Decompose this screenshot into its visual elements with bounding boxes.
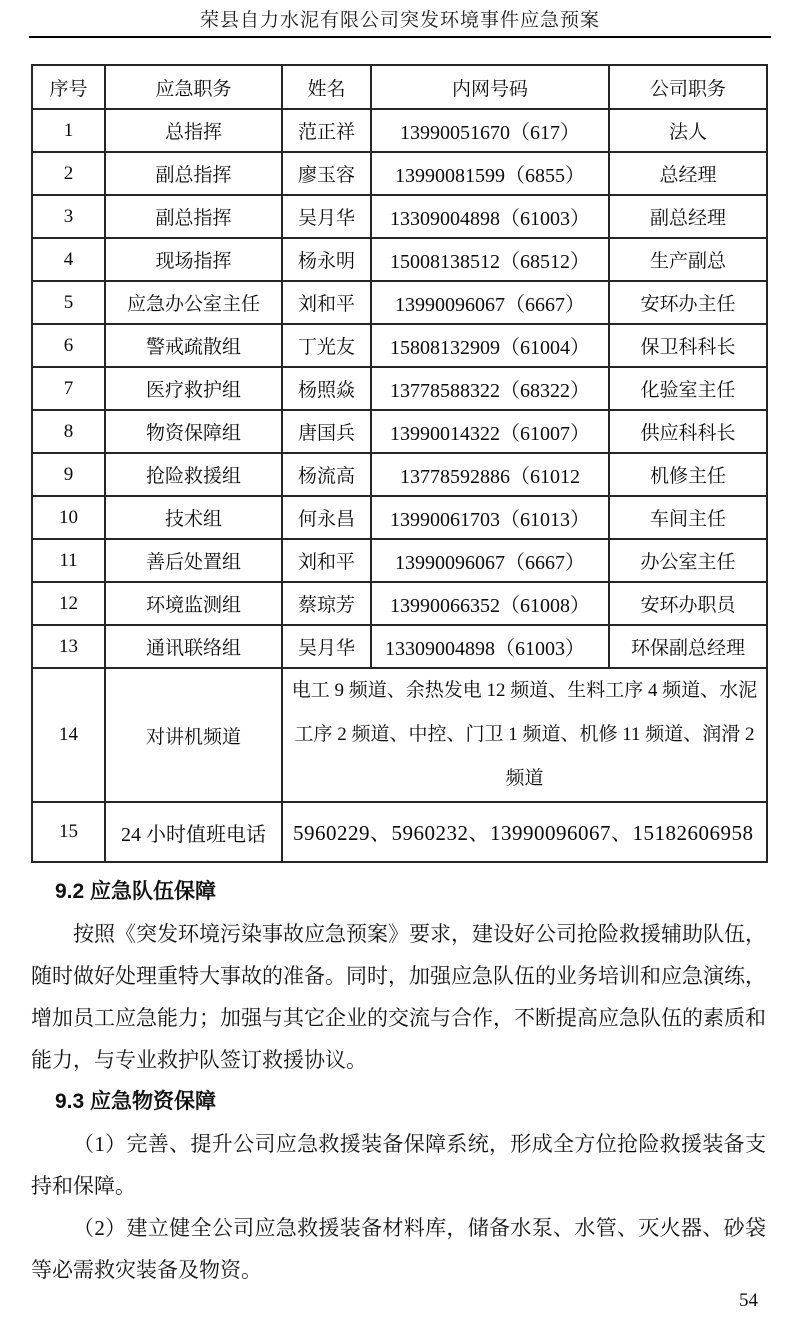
table-cell-no: 9	[32, 453, 105, 496]
column-header-phone: 内网号码	[371, 65, 609, 109]
table-cell-duty: 善后处置组	[105, 539, 282, 582]
table-cell-no: 1	[32, 109, 105, 152]
table-cell-no: 3	[32, 195, 105, 238]
table-cell-phone: 13990096067（6667）	[371, 539, 609, 582]
table-cell-duty: 技术组	[105, 496, 282, 539]
special-rows	[32, 668, 767, 862]
table-cell-name: 范正祥	[282, 109, 371, 152]
table-cell-no: 12	[32, 582, 105, 625]
table-cell-phone: 13990014322（61007）	[371, 410, 609, 453]
table-row	[32, 582, 767, 625]
table-row-duty-phone	[32, 802, 767, 862]
table-row	[32, 152, 767, 195]
table-cell-name: 刘和平	[282, 539, 371, 582]
table-cell-no: 14	[32, 668, 105, 802]
table-cell-title: 车间主任	[609, 496, 767, 539]
table-cell-duty: 抢险救援组	[105, 453, 282, 496]
table-cell-duty: 通讯联络组	[105, 625, 282, 668]
table-cell-title: 法人	[609, 109, 767, 152]
table-row	[32, 410, 767, 453]
table-cell-name: 杨照焱	[282, 367, 371, 410]
table-cell-phone: 13990051670（617）	[371, 109, 609, 152]
table-cell-name: 何永昌	[282, 496, 371, 539]
table-cell-no: 5	[32, 281, 105, 324]
table-row	[32, 496, 767, 539]
section-heading-9-3: 9.3 应急物资保障	[55, 1090, 217, 1113]
table-cell-name: 杨永明	[282, 238, 371, 281]
table-row	[32, 238, 767, 281]
table-row-radio-channels	[32, 668, 767, 802]
contact-table-body	[32, 109, 767, 668]
column-header-duty: 应急职务	[105, 65, 282, 109]
table-cell-duty: 副总指挥	[105, 195, 282, 238]
page-number: 54	[739, 1290, 758, 1311]
table-cell-title: 副总经理	[609, 195, 767, 238]
table-header-row	[32, 65, 767, 109]
table-cell-title: 保卫科科长	[609, 324, 767, 367]
table-cell-name: 吴月华	[282, 195, 371, 238]
table-row	[32, 324, 767, 367]
table-cell-phone: 13990066352（61008）	[371, 582, 609, 625]
table-cell-phone: 15008138512（68512）	[371, 238, 609, 281]
table-cell-phone: 13309004898（61003）	[371, 195, 609, 238]
table-cell-name: 蔡琼芳	[282, 582, 371, 625]
table-cell-name: 吴月华	[282, 625, 371, 668]
table-cell-phone: 13309004898（61003）	[371, 625, 609, 668]
table-cell-title: 生产副总	[609, 238, 767, 281]
table-cell-title: 机修主任	[609, 453, 767, 496]
table-cell-title: 化验室主任	[609, 367, 767, 410]
table-cell-name: 刘和平	[282, 281, 371, 324]
table-cell-title: 供应科科长	[609, 410, 767, 453]
table-row	[32, 281, 767, 324]
table-cell-no: 8	[32, 410, 105, 453]
table-cell-phone: 13990096067（6667）	[371, 281, 609, 324]
table-cell-duty: 副总指挥	[105, 152, 282, 195]
table-cell-no: 15	[32, 802, 105, 862]
table-cell-phone: 15808132909（61004）	[371, 324, 609, 367]
table-cell-duty: 医疗救护组	[105, 367, 282, 410]
table-cell-duty: 现场指挥	[105, 238, 282, 281]
table-cell-name: 唐国兵	[282, 410, 371, 453]
paragraph: （2）建立健全公司应急救援装备材料库，储备水泵、水管、灭火器、砂袋等必需救灾装备及物资。	[31, 1216, 766, 1282]
table-cell-title: 安环办职员	[609, 582, 767, 625]
table-cell-name: 杨流高	[282, 453, 371, 496]
table-cell-duty: 环境监测组	[105, 582, 282, 625]
column-header-name: 姓名	[282, 65, 371, 109]
table-cell-phone: 13778588322（68322）	[371, 367, 609, 410]
table-cell-no: 4	[32, 238, 105, 281]
header-divider	[29, 36, 771, 38]
table-cell-no: 10	[32, 496, 105, 539]
table-cell-no: 11	[32, 539, 105, 582]
table-cell-name: 廖玉容	[282, 152, 371, 195]
column-header-title: 公司职务	[609, 65, 767, 109]
table-cell-duty: 物资保障组	[105, 410, 282, 453]
section-heading-9-2: 9.2 应急队伍保障	[55, 880, 217, 903]
table-cell-title: 办公室主任	[609, 539, 767, 582]
table-cell-no: 13	[32, 625, 105, 668]
emergency-contact-table	[31, 64, 768, 863]
table-row	[32, 453, 767, 496]
paragraph: 按照《突发环境污染事故应急预案》要求，建设好公司抢险救援辅助队伍，随时做好处理重特大事故的准备。同时，加强应急队伍的业务培训和应急演练，增加员工应急能力；加强与其它企业的交流与合作，不断提高应急队伍的素质和能力，与专业救护队签订救援协议。	[31, 922, 766, 1072]
table-row	[32, 539, 767, 582]
table-cell-title: 环保副总经理	[609, 625, 767, 668]
paragraph: （1）完善、提升公司应急救援装备保障系统，形成全方位抢险救援装备支持和保障。	[31, 1132, 766, 1198]
table-cell-phone: 13990061703（61013）	[371, 496, 609, 539]
table-cell-duty: 应急办公室主任	[105, 281, 282, 324]
table-cell-no: 7	[32, 367, 105, 410]
table-row	[32, 367, 767, 410]
table-cell-title: 安环办主任	[609, 281, 767, 324]
table-header	[32, 65, 767, 109]
table-cell-phone: 13778592886（61012	[371, 453, 609, 496]
table-cell-duty: 警戒疏散组	[105, 324, 282, 367]
table-row	[32, 195, 767, 238]
table-row	[32, 109, 767, 152]
table-cell-name: 丁光友	[282, 324, 371, 367]
table-cell-no: 6	[32, 324, 105, 367]
column-header-no: 序号	[32, 65, 105, 109]
page-title: 荣县自力水泥有限公司突发环境事件应急预案	[199, 10, 600, 31]
table-cell-duty: 24 小时值班电话	[105, 802, 282, 862]
table-cell-channel-list: 电工 9 频道、余热发电 12 频道、生料工序 4 频道、水泥工序 2 频道、中控、门卫 1 频道、机修 11 频道、润滑 2 频道	[282, 668, 767, 802]
table-cell-duty: 总指挥	[105, 109, 282, 152]
table-cell-phone: 13990081599（6855）	[371, 152, 609, 195]
table-row	[32, 625, 767, 668]
table-cell-no: 2	[32, 152, 105, 195]
table-cell-title: 总经理	[609, 152, 767, 195]
table-cell-duty-phone-list: 5960229、5960232、13990096067、15182606958	[282, 802, 767, 862]
document-body	[31, 871, 766, 1291]
table-cell-duty: 对讲机频道	[105, 668, 282, 802]
